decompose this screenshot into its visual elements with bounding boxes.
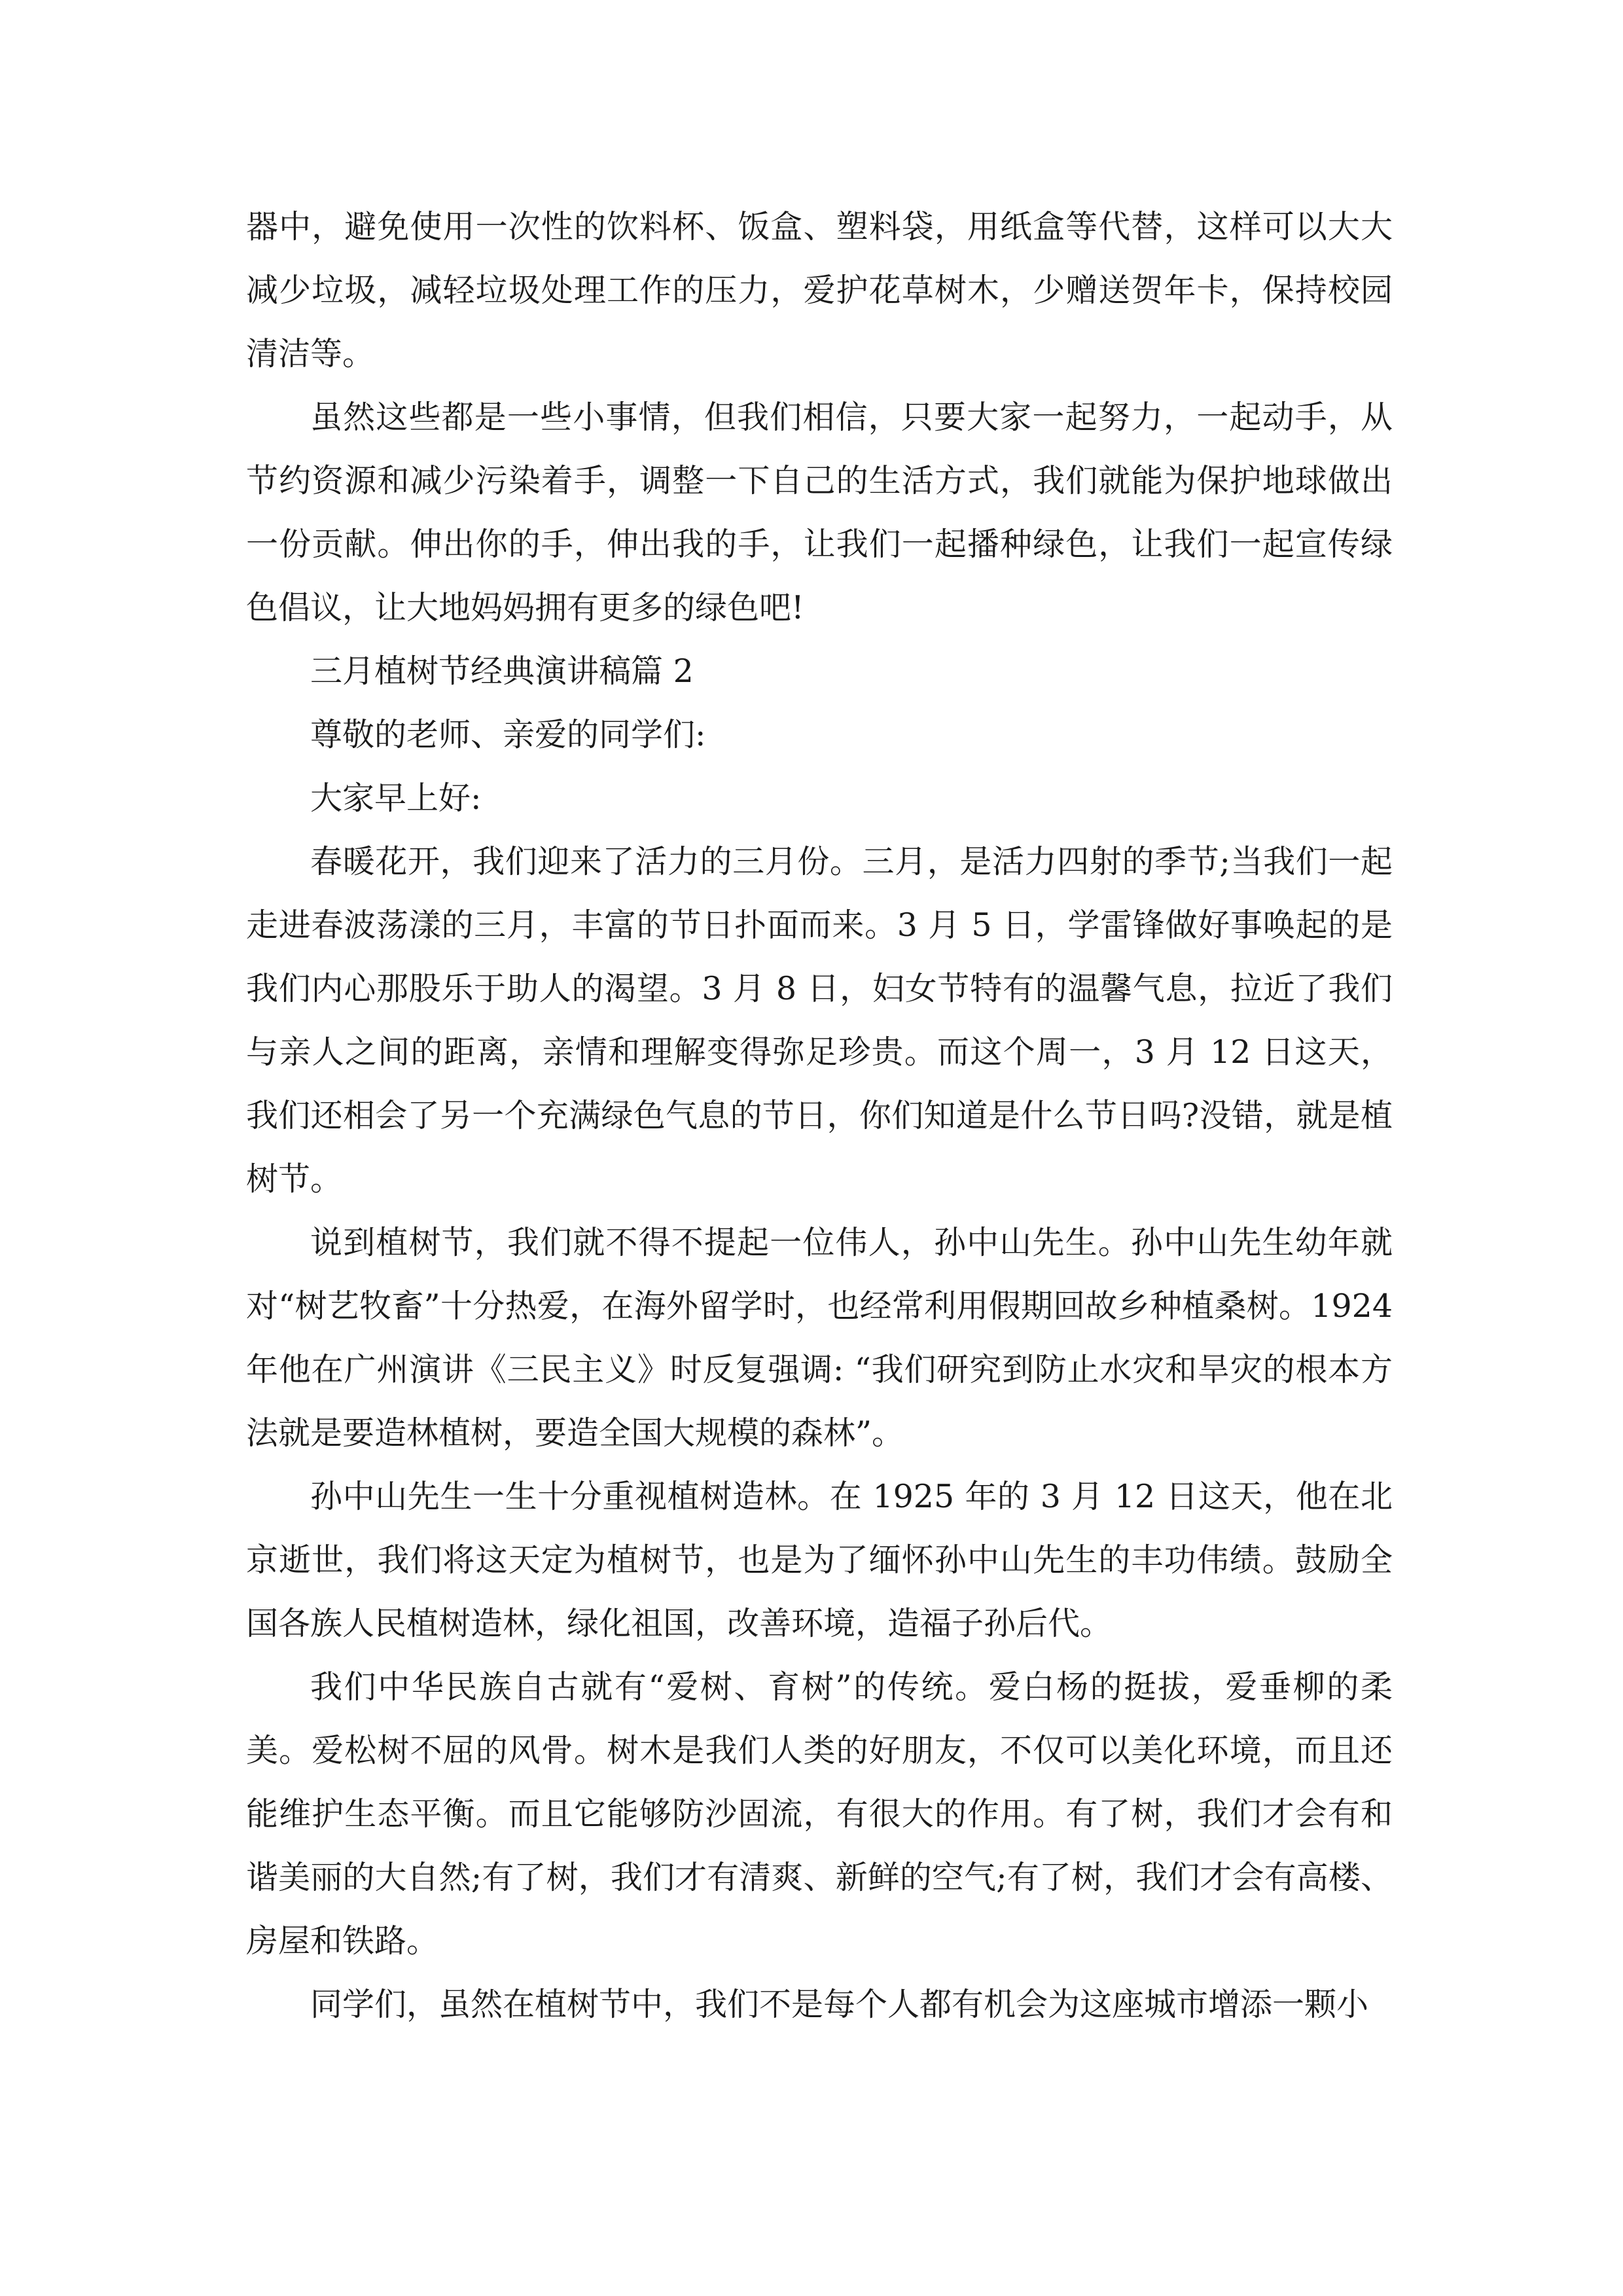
paragraph-continuation: 器中，避免使用一次性的饮料杯、饭盒、塑料袋，用纸盒等代替，这样可以大大减少垃圾，减轻垃圾处理工作的压力，爱护花草树木，少赠送贺年卡，保持校园清洁等。 — [246, 208, 1393, 372]
paragraph-arbor-day-origin: 孙中山先生一生十分重视植树造林。在 1925 年的 3 月 12 日这天，他在北京逝世，我们将这天定为植树节，也是为了缅怀孙中山先生的丰功伟绩。鼓励全国各族人民植树造林，绿化祖国，改善环境，造福子孙后代。 — [246, 1478, 1393, 1642]
paragraph-students: 同学们，虽然在植树节中，我们不是每个人都有机会为这座城市增添一颗小 — [310, 1986, 1369, 2023]
paragraph-tradition: 我们中华民族自古就有“爱树、育树”的传统。爱白杨的挺拔，爱垂柳的柔美。爱松树不屈的风骨。树木是我们人类的好朋友，不仅可以美化环境，而且还能维护生态平衡。而且它能够防沙固流，有很大的作用。有了树，我们才会有和谐美丽的大自然;有了树，我们才有清爽、新鲜的空气;有了树，我们才会有高楼、房屋和铁路。 — [246, 1668, 1393, 1960]
greeting: 大家早上好: — [310, 780, 482, 817]
document-body — [246, 195, 1393, 2036]
salutation: 尊敬的老师、亲爱的同学们: — [310, 716, 706, 753]
paragraph-call-to-action: 虽然这些都是一些小事情，但我们相信，只要大家一起努力，一起动手，从节约资源和减少污染着手，调整一下自己的生活方式，我们就能为保护地球做出一份贡献。伸出你的手，伸出我的手，让我们一起播种绿色，让我们一起宣传绿色倡议，让大地妈妈拥有更多的绿色吧! — [246, 399, 1393, 626]
paragraph-sun-yat-sen: 说到植树节，我们就不得不提起一位伟人，孙中山先生。孙中山先生幼年就对“树艺牧畜”十分热爱，在海外留学时，也经常利用假期回故乡种植桑树。1924 年他在广州演讲《三民主义》时反复强调: “我们研究到防止水灾和旱灾的根本方法就是要造林植树，要造全国大规模的森林”。 — [246, 1224, 1393, 1452]
section-title: 三月植树节经典演讲稿篇 2 — [310, 653, 694, 690]
paragraph-march: 春暖花开，我们迎来了活力的三月份。三月，是活力四射的季节;当我们一起走进春波荡漾的三月，丰富的节日扑面而来。3 月 5 日，学雷锋做好事唤起的是我们内心那股乐于助人的渴望。3 月 8 日，妇女节特有的温馨气息，拉近了我们与亲人之间的距离，亲情和理解变得弥足珍贵。而这个周一，3 月 12 日这天，我们还相会了另一个充满绿色气息的节日，你们知道是什么节日吗?没错，就是植树节。 — [246, 843, 1393, 1198]
